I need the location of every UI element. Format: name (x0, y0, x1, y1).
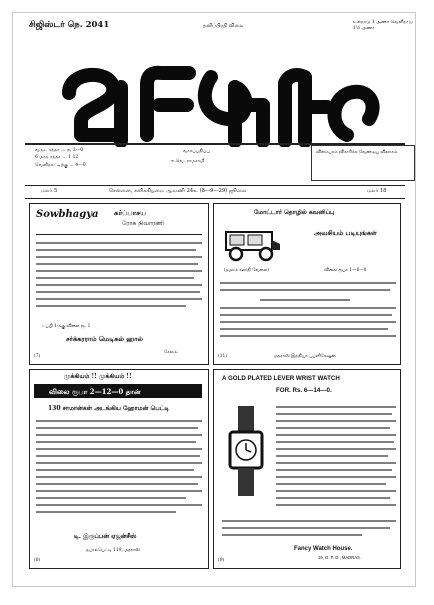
ad-address: டி. இருப்பன் ஏஜன்சீஸ் (74, 533, 137, 540)
newspaper-page (12, 12, 416, 587)
ad-body-text-lines (220, 280, 396, 342)
subscription-rates (35, 147, 86, 169)
ad-footer-text-lines (222, 518, 396, 540)
ad-price: விலை ரூபா 2—12—0 தான் (49, 387, 141, 396)
ad-subtitle: ரோக நிவாரணி (122, 220, 165, 227)
ad-title: கர்ப்பாசய (114, 208, 147, 217)
ad-brand-logo: Sowbhagya (36, 209, 99, 220)
ad-harmonium (29, 369, 209, 569)
masthead-logo (51, 57, 391, 147)
ad-sowbhagya (29, 203, 209, 365)
ad-headline: A GOLD PLATED LEVER WRIST WATCH (222, 375, 340, 382)
ad-store-addr: 19, G. P. O., MADRAS. (318, 555, 361, 560)
ad-announce: முக்கியம் !! முக்கியம் !! (64, 373, 132, 380)
ad-motor (213, 203, 401, 365)
wrist-watch-icon (224, 406, 268, 496)
editor-name: ஈ.வெ. ராமசாமி (171, 159, 205, 164)
ad-price: டப்பி 1-க்கு விலை ரூ. 1 (42, 324, 91, 329)
rate-halfyear: 6 மாத சந்தா ... 1 12 (35, 155, 79, 161)
ad-car-label: (தமாம் ஊர்தி வேலை) (224, 268, 269, 273)
ad-number: (8) (34, 558, 41, 563)
price-banner (34, 384, 202, 398)
ad-number: (7) (34, 354, 41, 359)
rule (36, 234, 202, 235)
ad-desc: 130 சாமான்கள் அடங்கிய ஹோமன் பெட்டி (48, 405, 170, 412)
ad-body-text-lines (36, 418, 202, 528)
rate-foreign: வெளிநாட்டிற்கு ... 4—0 (35, 162, 86, 168)
ad-city: சேலம். (164, 350, 179, 355)
masthead-title-text: குடி அரசு (51, 57, 56, 58)
car-illustration-icon (220, 224, 284, 264)
ad-number: (11) (218, 354, 228, 359)
single-copy-label: தனிப்பிரதி விலை (203, 23, 244, 29)
ad-publisher: மதராஸ் இந்தியா பப்ளிகேஷன் (274, 354, 336, 359)
ad-watch (213, 369, 401, 569)
ad-maker: சர்க்கரராம் மெடிகல் ஹால் (66, 335, 143, 343)
ad-body-text-lines (36, 240, 202, 318)
ad-body-text-lines (276, 404, 396, 514)
rule (25, 198, 405, 199)
ad-rates-text: விளம்பரம் விசாரிக்க வேண்டிய விலாசம் (316, 150, 398, 155)
rate-yearly: வருட சந்தா ... ரூ 3—0 (35, 148, 84, 153)
ad-box: தபால்பெட்டி 119, மதராஸ் (86, 548, 140, 553)
ad-price: FOR. Rs. 6—14—0. (276, 387, 332, 394)
ad-store: Fancy Watch House. (294, 546, 353, 552)
issue-price-info: உள்நாடு 1 அணா வெளிநாடு 1½ அணா (353, 20, 413, 32)
editor-label: வாசப்பதிப்பு (183, 149, 210, 154)
registration-date: சிஜிஸ்டர் நெ. 2041 (29, 20, 110, 30)
date-line: சென்னை, சனிக்கிழமை ஆவணி 24உ (8—9—29) ஜூலை (109, 188, 247, 194)
ad-number: (9) (218, 558, 225, 563)
ad-price: விலை ரூபா 1—6—0 (324, 268, 367, 273)
ad-book-title: அவசியம் படியுங்கள் (314, 229, 377, 237)
volume-number: மலர் 5 (41, 188, 58, 194)
ad-headline: மோட்டார் தொழில் கவனிப்பு (254, 209, 335, 216)
ad-rates-box (311, 145, 415, 181)
issue-number: மலர் 18 (367, 188, 387, 194)
rule (25, 185, 405, 186)
